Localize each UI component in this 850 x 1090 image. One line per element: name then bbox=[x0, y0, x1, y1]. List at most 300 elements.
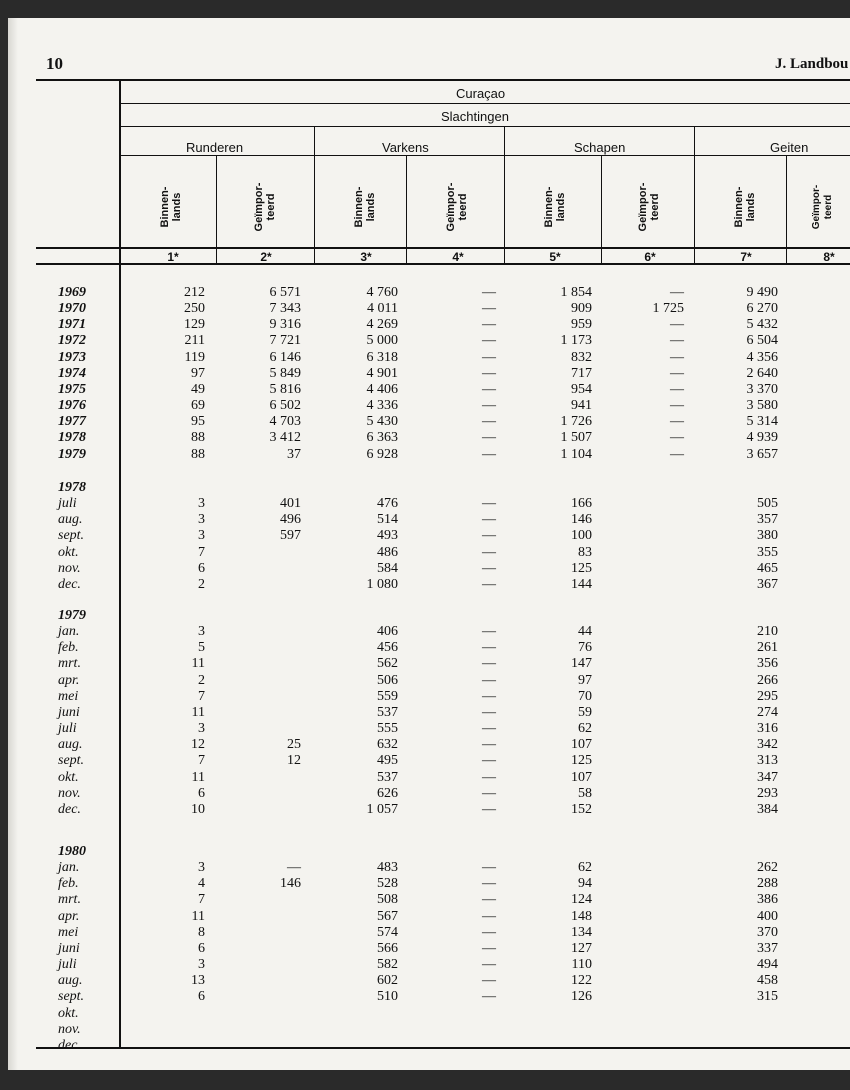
cell-col-1: 3 bbox=[198, 528, 205, 544]
cell-col-7: 4 939 bbox=[746, 430, 778, 446]
cell-varkens-geimporteerd: — bbox=[482, 989, 496, 1005]
cell-col-6: — bbox=[670, 381, 684, 397]
subcol-8: Geïmpor- teerd bbox=[811, 184, 834, 230]
row-label: 1977 bbox=[58, 414, 86, 430]
cell-col-5: 127 bbox=[571, 940, 592, 956]
row-label: nov. bbox=[58, 560, 81, 576]
cell-col-3: 582 bbox=[377, 957, 398, 973]
row-label: jan. bbox=[58, 860, 80, 876]
cell-col-7: 266 bbox=[757, 672, 778, 688]
cell-col-7: 356 bbox=[757, 656, 778, 672]
cell-varkens-geimporteerd: — bbox=[482, 957, 496, 973]
page bbox=[8, 18, 850, 1070]
cell-varkens-geimporteerd: — bbox=[482, 512, 496, 528]
cell-col-5: 152 bbox=[571, 801, 592, 817]
table-row bbox=[8, 528, 850, 545]
cell-varkens-geimporteerd: — bbox=[482, 496, 496, 512]
cell-col-5: 146 bbox=[571, 512, 592, 528]
group-divider bbox=[694, 126, 695, 263]
cell-varkens-geimporteerd: — bbox=[482, 721, 496, 737]
cell-col-6: 1 725 bbox=[652, 301, 684, 317]
row-label: feb. bbox=[58, 876, 79, 892]
cell-col-3: 5 430 bbox=[366, 414, 398, 430]
cell-col-7: 386 bbox=[757, 892, 778, 908]
table-row bbox=[8, 656, 850, 673]
cell-col-2: 597 bbox=[280, 528, 301, 544]
row-label: 1978 bbox=[58, 430, 86, 446]
cell-col-1: 2 bbox=[198, 672, 205, 688]
cell-col-7: 6 504 bbox=[746, 333, 778, 349]
cell-col-3: 6 363 bbox=[366, 430, 398, 446]
cell-col-7: 261 bbox=[757, 640, 778, 656]
cell-col-2: 146 bbox=[280, 876, 301, 892]
cell-varkens-geimporteerd: — bbox=[482, 860, 496, 876]
table-row bbox=[8, 447, 850, 464]
cell-varkens-geimporteerd: — bbox=[482, 769, 496, 785]
cell-col-6: — bbox=[670, 414, 684, 430]
table-row bbox=[8, 989, 850, 1006]
group-divider bbox=[314, 126, 315, 263]
cell-col-7: 384 bbox=[757, 801, 778, 817]
cell-col-1: 2 bbox=[198, 576, 205, 592]
cell-col-1: 3 bbox=[198, 957, 205, 973]
cell-col-7: 274 bbox=[757, 704, 778, 720]
page-edge-shadow bbox=[8, 18, 18, 1070]
block-year: 1979 bbox=[58, 608, 86, 623]
cell-col-7: 5 314 bbox=[746, 414, 778, 430]
row-label: okt. bbox=[58, 1005, 79, 1021]
cell-col-5: 832 bbox=[571, 349, 592, 365]
cell-col-3: 493 bbox=[377, 528, 398, 544]
cell-col-1: 7 bbox=[198, 892, 205, 908]
cell-col-3: 559 bbox=[377, 688, 398, 704]
cell-col-7: 5 432 bbox=[746, 317, 778, 333]
cell-col-3: 537 bbox=[377, 704, 398, 720]
cell-varkens-geimporteerd: — bbox=[482, 528, 496, 544]
table-row bbox=[8, 925, 850, 942]
table-row bbox=[8, 414, 850, 431]
row-label: feb. bbox=[58, 640, 79, 656]
cell-col-3: 508 bbox=[377, 892, 398, 908]
cell-col-2: 12 bbox=[287, 753, 301, 769]
cell-col-5: 909 bbox=[571, 301, 592, 317]
cell-col-1: 7 bbox=[198, 544, 205, 560]
cell-varkens-geimporteerd: — bbox=[482, 876, 496, 892]
cell-varkens-geimporteerd: — bbox=[482, 365, 496, 381]
cell-col-7: 315 bbox=[757, 989, 778, 1005]
subcol-divider bbox=[406, 155, 407, 263]
cell-varkens-geimporteerd: — bbox=[482, 940, 496, 956]
table-row bbox=[8, 786, 850, 803]
cell-col-3: 1 080 bbox=[366, 576, 398, 592]
cell-varkens-geimporteerd: — bbox=[482, 753, 496, 769]
block-year: 1980 bbox=[58, 844, 86, 859]
table-row bbox=[8, 350, 850, 367]
table-row bbox=[8, 545, 850, 562]
cell-col-5: 94 bbox=[578, 876, 592, 892]
cell-col-7: 316 bbox=[757, 721, 778, 737]
subcol-2: Geïmpor- teerd bbox=[253, 182, 277, 232]
cell-col-5: 44 bbox=[578, 624, 592, 640]
cell-col-7: 3 580 bbox=[746, 398, 778, 414]
cell-col-1: 6 bbox=[198, 560, 205, 576]
cell-col-1: 4 bbox=[198, 876, 205, 892]
cell-col-6: — bbox=[670, 285, 684, 300]
cell-varkens-geimporteerd: — bbox=[482, 688, 496, 704]
cell-col-7: 494 bbox=[757, 957, 778, 973]
row-label: sept. bbox=[58, 753, 85, 769]
table-row bbox=[8, 624, 850, 641]
cell-col-5: 125 bbox=[571, 560, 592, 576]
cell-col-6: — bbox=[670, 398, 684, 414]
group-varkens: Varkens bbox=[382, 140, 429, 155]
cell-varkens-geimporteerd: — bbox=[482, 737, 496, 753]
cell-col-7: 355 bbox=[757, 544, 778, 560]
cell-col-1: 7 bbox=[198, 753, 205, 769]
cell-col-7: 3 657 bbox=[746, 446, 778, 462]
cell-col-2: 401 bbox=[280, 496, 301, 512]
row-label: mrt. bbox=[58, 892, 81, 908]
cell-col-1: 88 bbox=[191, 446, 205, 462]
cell-col-6: — bbox=[670, 333, 684, 349]
row-label: 1972 bbox=[58, 333, 86, 349]
row-label: 1973 bbox=[58, 349, 86, 365]
cell-col-1: 13 bbox=[191, 973, 205, 989]
row-label: 1975 bbox=[58, 381, 86, 397]
cell-col-3: 626 bbox=[377, 785, 398, 801]
cell-col-7: 293 bbox=[757, 785, 778, 801]
cell-varkens-geimporteerd: — bbox=[482, 560, 496, 576]
colnum-7: 7* bbox=[740, 250, 752, 264]
cell-col-5: 107 bbox=[571, 737, 592, 753]
table-row bbox=[8, 366, 850, 383]
cell-col-1: 6 bbox=[198, 989, 205, 1005]
running-head: J. Landbou bbox=[775, 56, 849, 72]
cell-col-3: 4 269 bbox=[366, 317, 398, 333]
table-row bbox=[8, 1006, 850, 1023]
row-label: aug. bbox=[58, 512, 83, 528]
row-label: juli bbox=[58, 957, 77, 973]
table-row bbox=[8, 640, 850, 657]
cell-varkens-geimporteerd: — bbox=[482, 924, 496, 940]
cell-col-3: 486 bbox=[377, 544, 398, 560]
table-row bbox=[8, 333, 850, 350]
colnum-top-rule bbox=[36, 247, 850, 249]
cell-varkens-geimporteerd: — bbox=[482, 285, 496, 300]
row-label: 1979 bbox=[58, 446, 86, 462]
table-row bbox=[8, 512, 850, 529]
cell-col-2: 5 849 bbox=[269, 365, 301, 381]
cell-col-3: 562 bbox=[377, 656, 398, 672]
cell-col-6: — bbox=[670, 365, 684, 381]
cell-col-7: 347 bbox=[757, 769, 778, 785]
cell-col-7: 370 bbox=[757, 924, 778, 940]
cell-col-5: 125 bbox=[571, 753, 592, 769]
cell-col-2: 7 343 bbox=[269, 301, 301, 317]
cell-col-1: 95 bbox=[191, 414, 205, 430]
table-row bbox=[8, 673, 850, 690]
cell-varkens-geimporteerd: — bbox=[482, 333, 496, 349]
cell-col-5: 97 bbox=[578, 672, 592, 688]
cell-col-3: 406 bbox=[377, 624, 398, 640]
cell-varkens-geimporteerd: — bbox=[482, 381, 496, 397]
cell-varkens-geimporteerd: — bbox=[482, 672, 496, 688]
top-rule bbox=[36, 79, 850, 81]
subcol-divider bbox=[786, 155, 787, 263]
cell-varkens-geimporteerd: — bbox=[482, 704, 496, 720]
cell-varkens-geimporteerd: — bbox=[482, 908, 496, 924]
cell-col-3: 4 760 bbox=[366, 285, 398, 300]
cell-col-1: 11 bbox=[191, 656, 205, 672]
cell-varkens-geimporteerd: — bbox=[482, 973, 496, 989]
cell-col-3: 514 bbox=[377, 512, 398, 528]
group-divider bbox=[504, 126, 505, 263]
cell-col-7: 313 bbox=[757, 753, 778, 769]
cell-col-5: 83 bbox=[578, 544, 592, 560]
cell-varkens-geimporteerd: — bbox=[482, 785, 496, 801]
table-row bbox=[8, 753, 850, 770]
cell-col-5: 134 bbox=[571, 924, 592, 940]
cell-col-1: 7 bbox=[198, 688, 205, 704]
row-label: mei bbox=[58, 688, 79, 704]
cell-col-5: 959 bbox=[571, 317, 592, 333]
cell-col-7: 342 bbox=[757, 737, 778, 753]
row-label: 1969 bbox=[58, 285, 86, 300]
cell-col-6: — bbox=[670, 317, 684, 333]
cell-col-3: 495 bbox=[377, 753, 398, 769]
cell-col-5: 76 bbox=[578, 640, 592, 656]
colnum-4: 4* bbox=[452, 250, 464, 264]
row-label: juli bbox=[58, 496, 77, 512]
cell-col-5: 62 bbox=[578, 860, 592, 876]
colnum-8: 8* bbox=[823, 250, 835, 264]
cell-varkens-geimporteerd: — bbox=[482, 317, 496, 333]
group-runderen: Runderen bbox=[186, 140, 244, 155]
row-label: aug. bbox=[58, 737, 83, 753]
cell-varkens-geimporteerd: — bbox=[482, 398, 496, 414]
cell-col-5: 59 bbox=[578, 704, 592, 720]
group-schapen: Schapen bbox=[574, 140, 626, 155]
cell-col-5: 148 bbox=[571, 908, 592, 924]
cell-col-5: 954 bbox=[571, 381, 592, 397]
subcol-4: Geïmpor- teerd bbox=[445, 182, 469, 232]
colnum-3: 3* bbox=[360, 250, 372, 264]
row-label: okt. bbox=[58, 544, 79, 560]
row-label: jan. bbox=[58, 624, 80, 640]
cell-col-3: 584 bbox=[377, 560, 398, 576]
row-label: apr. bbox=[58, 908, 80, 924]
table-row bbox=[8, 1038, 850, 1055]
cell-col-1: 11 bbox=[191, 769, 205, 785]
cell-col-5: 1 173 bbox=[560, 333, 592, 349]
cell-col-5: 1 726 bbox=[560, 414, 592, 430]
table-row bbox=[8, 909, 850, 926]
row-label: juli bbox=[58, 721, 77, 737]
cell-varkens-geimporteerd: — bbox=[482, 576, 496, 592]
cell-col-3: 4 406 bbox=[366, 381, 398, 397]
cell-col-3: 483 bbox=[377, 860, 398, 876]
cell-col-1: 49 bbox=[191, 381, 205, 397]
cell-col-6: — bbox=[670, 349, 684, 365]
cell-col-7: 6 270 bbox=[746, 301, 778, 317]
cell-col-1: 10 bbox=[191, 801, 205, 817]
table-row bbox=[8, 705, 850, 722]
colnum-1: 1* bbox=[167, 250, 179, 264]
cell-col-3: 537 bbox=[377, 769, 398, 785]
cell-col-2: 25 bbox=[287, 737, 301, 753]
cell-col-2: 6 502 bbox=[269, 398, 301, 414]
table-row bbox=[8, 737, 850, 754]
cell-varkens-geimporteerd: — bbox=[482, 544, 496, 560]
cell-col-6: — bbox=[670, 430, 684, 446]
cell-col-7: 9 490 bbox=[746, 285, 778, 300]
row-label: okt. bbox=[58, 769, 79, 785]
cell-col-2: 37 bbox=[287, 446, 301, 462]
cell-col-5: 147 bbox=[571, 656, 592, 672]
cell-col-2: 496 bbox=[280, 512, 301, 528]
cell-col-5: 1 104 bbox=[560, 446, 592, 462]
cell-col-5: 58 bbox=[578, 785, 592, 801]
cell-col-7: 337 bbox=[757, 940, 778, 956]
cell-col-1: 5 bbox=[198, 640, 205, 656]
table-row bbox=[8, 860, 850, 877]
cell-col-7: 367 bbox=[757, 576, 778, 592]
cell-col-7: 400 bbox=[757, 908, 778, 924]
cell-col-3: 476 bbox=[377, 496, 398, 512]
row-label: nov. bbox=[58, 785, 81, 801]
cell-col-3: 456 bbox=[377, 640, 398, 656]
cell-col-3: 632 bbox=[377, 737, 398, 753]
cell-col-1: 3 bbox=[198, 496, 205, 512]
cell-col-5: 110 bbox=[571, 957, 592, 973]
cell-col-3: 528 bbox=[377, 876, 398, 892]
cell-col-5: 70 bbox=[578, 688, 592, 704]
table-row bbox=[8, 721, 850, 738]
subcol-divider bbox=[601, 155, 602, 263]
cell-varkens-geimporteerd: — bbox=[482, 624, 496, 640]
table-row bbox=[8, 496, 850, 513]
cell-col-3: 555 bbox=[377, 721, 398, 737]
cell-col-5: 144 bbox=[571, 576, 592, 592]
subcol-5: Binnen- lands bbox=[543, 186, 567, 228]
cell-varkens-geimporteerd: — bbox=[482, 801, 496, 817]
cell-col-1: 3 bbox=[198, 860, 205, 876]
cell-col-2: 7 721 bbox=[269, 333, 301, 349]
table-row bbox=[8, 382, 850, 399]
cell-col-3: 5 000 bbox=[366, 333, 398, 349]
table-row bbox=[8, 317, 850, 334]
section-label: Slachtingen bbox=[441, 109, 509, 124]
row-label: dec. bbox=[58, 576, 81, 592]
cell-col-2: 6 146 bbox=[269, 349, 301, 365]
table-row bbox=[8, 577, 850, 594]
subcol-divider bbox=[216, 155, 217, 263]
cell-col-5: 100 bbox=[571, 528, 592, 544]
cell-col-7: 288 bbox=[757, 876, 778, 892]
table-row bbox=[8, 802, 850, 819]
cell-col-7: 2 640 bbox=[746, 365, 778, 381]
table-row bbox=[8, 770, 850, 787]
cell-col-5: 124 bbox=[571, 892, 592, 908]
cell-varkens-geimporteerd: — bbox=[482, 349, 496, 365]
cell-col-1: 3 bbox=[198, 512, 205, 528]
table-row bbox=[8, 689, 850, 706]
row-label: 1971 bbox=[58, 317, 86, 333]
cell-col-5: 941 bbox=[571, 398, 592, 414]
colnum-6: 6* bbox=[644, 250, 656, 264]
table-row bbox=[8, 941, 850, 958]
cell-col-7: 210 bbox=[757, 624, 778, 640]
cell-col-5: 107 bbox=[571, 769, 592, 785]
table-row bbox=[8, 398, 850, 415]
cell-col-1: 6 bbox=[198, 785, 205, 801]
row-label: dec. bbox=[58, 801, 81, 817]
row-label: dec. bbox=[58, 1037, 81, 1053]
cell-varkens-geimporteerd: — bbox=[482, 892, 496, 908]
cell-col-5: 166 bbox=[571, 496, 592, 512]
table-row bbox=[8, 973, 850, 990]
region-label: Curaçao bbox=[456, 86, 506, 101]
cell-col-2: 9 316 bbox=[269, 317, 301, 333]
cell-col-2: 3 412 bbox=[269, 430, 301, 446]
subcol-1: Binnen- lands bbox=[159, 186, 183, 228]
row-label: sept. bbox=[58, 528, 85, 544]
row-label: aug. bbox=[58, 973, 83, 989]
table-row bbox=[8, 430, 850, 447]
cell-col-7: 262 bbox=[757, 860, 778, 876]
cell-col-2: 4 703 bbox=[269, 414, 301, 430]
cell-col-2: 5 816 bbox=[269, 381, 301, 397]
cell-col-1: 212 bbox=[184, 285, 205, 300]
cell-col-1: 3 bbox=[198, 624, 205, 640]
colnum-5: 5* bbox=[549, 250, 561, 264]
row-label: mrt. bbox=[58, 656, 81, 672]
cell-col-5: 1 854 bbox=[560, 285, 592, 300]
cell-varkens-geimporteerd: — bbox=[482, 640, 496, 656]
cell-col-1: 8 bbox=[198, 924, 205, 940]
cell-col-7: 295 bbox=[757, 688, 778, 704]
cell-varkens-geimporteerd: — bbox=[482, 656, 496, 672]
cell-col-5: 62 bbox=[578, 721, 592, 737]
cell-col-7: 3 370 bbox=[746, 381, 778, 397]
cell-col-3: 574 bbox=[377, 924, 398, 940]
cell-col-1: 211 bbox=[184, 333, 205, 349]
cell-col-7: 380 bbox=[757, 528, 778, 544]
cell-col-1: 11 bbox=[191, 908, 205, 924]
cell-col-5: 126 bbox=[571, 989, 592, 1005]
cell-col-3: 4 011 bbox=[367, 301, 398, 317]
cell-col-1: 3 bbox=[198, 721, 205, 737]
cell-col-3: 567 bbox=[377, 908, 398, 924]
table-row bbox=[8, 301, 850, 318]
cell-col-1: 97 bbox=[191, 365, 205, 381]
table-row bbox=[8, 285, 850, 302]
table-row bbox=[8, 561, 850, 578]
cell-col-3: 6 928 bbox=[366, 446, 398, 462]
colnum-2: 2* bbox=[260, 250, 272, 264]
row-label: 1974 bbox=[58, 365, 86, 381]
row-label: juni bbox=[58, 940, 80, 956]
subcol-6: Geïmpor- teerd bbox=[637, 182, 661, 232]
cell-col-1: 129 bbox=[184, 317, 205, 333]
row-label: apr. bbox=[58, 672, 80, 688]
cell-col-7: 505 bbox=[757, 496, 778, 512]
cell-varkens-geimporteerd: — bbox=[482, 430, 496, 446]
cell-col-7: 357 bbox=[757, 512, 778, 528]
cell-varkens-geimporteerd: — bbox=[482, 414, 496, 430]
cell-col-3: 506 bbox=[377, 672, 398, 688]
cell-col-3: 602 bbox=[377, 973, 398, 989]
